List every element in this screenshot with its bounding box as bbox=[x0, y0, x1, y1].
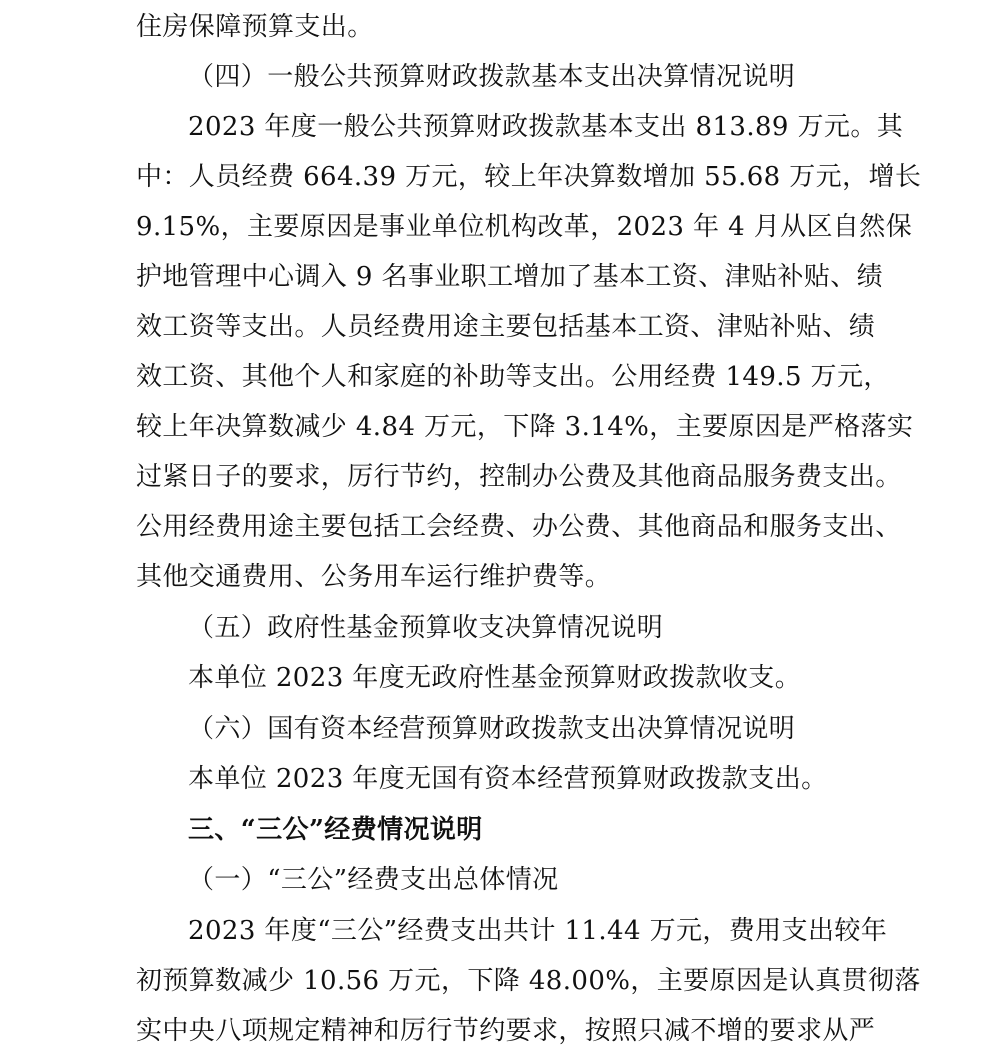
text-line: 其他交通费用、公务用车运行维护费等。 bbox=[136, 562, 612, 592]
chapter-heading-3: 三、“三公”经费情况说明 bbox=[188, 815, 483, 845]
section-heading-5: （五）政府性基金预算收支决算情况说明 bbox=[188, 613, 664, 643]
text-line: 住房保障预算支出。 bbox=[136, 12, 374, 42]
text-line: 中：人员经费 664.39 万元，较上年决算数增加 55.68 万元，增长 bbox=[136, 162, 922, 192]
text-line: 9.15%，主要原因是事业单位机构改革，2023 年 4 月从区自然保 bbox=[136, 212, 913, 242]
text-line: 本单位 2023 年度无政府性基金预算财政拨款收支。 bbox=[188, 663, 802, 693]
text-line: 本单位 2023 年度无国有资本经营预算财政拨款支出。 bbox=[188, 764, 828, 794]
text-line: 效工资等支出。人员经费用途主要包括基本工资、津贴补贴、绩 bbox=[136, 312, 876, 342]
text-line: 2023 年度一般公共预算财政拨款基本支出 813.89 万元。其 bbox=[188, 112, 904, 142]
text-line: 效工资、其他个人和家庭的补助等支出。公用经费 149.5 万元， bbox=[136, 362, 890, 392]
subsection-heading-1: （一）“三公”经费支出总体情况 bbox=[188, 865, 559, 895]
text-line: 2023 年度“三公”经费支出共计 11.44 万元，费用支出较年 bbox=[188, 916, 888, 946]
text-line: 初预算数减少 10.56 万元，下降 48.00%，主要原因是认真贯彻落 bbox=[136, 966, 921, 996]
section-heading-4: （四）一般公共预算财政拨款基本支出决算情况说明 bbox=[188, 62, 796, 92]
section-heading-6: （六）国有资本经营预算财政拨款支出决算情况说明 bbox=[188, 714, 796, 744]
text-line: 过紧日子的要求，厉行节约，控制办公费及其他商品服务费支出。 bbox=[136, 462, 902, 492]
text-line: 护地管理中心调入 9 名事业职工增加了基本工资、津贴补贴、绩 bbox=[136, 262, 884, 292]
text-line: 较上年决算数减少 4.84 万元，下降 3.14%，主要原因是严格落实 bbox=[136, 412, 914, 442]
text-line: 公用经费用途主要包括工会经费、办公费、其他商品和服务支出、 bbox=[136, 512, 902, 542]
text-line: 实中央八项规定精神和厉行节约要求，按照只减不增的要求从严 bbox=[136, 1016, 876, 1046]
